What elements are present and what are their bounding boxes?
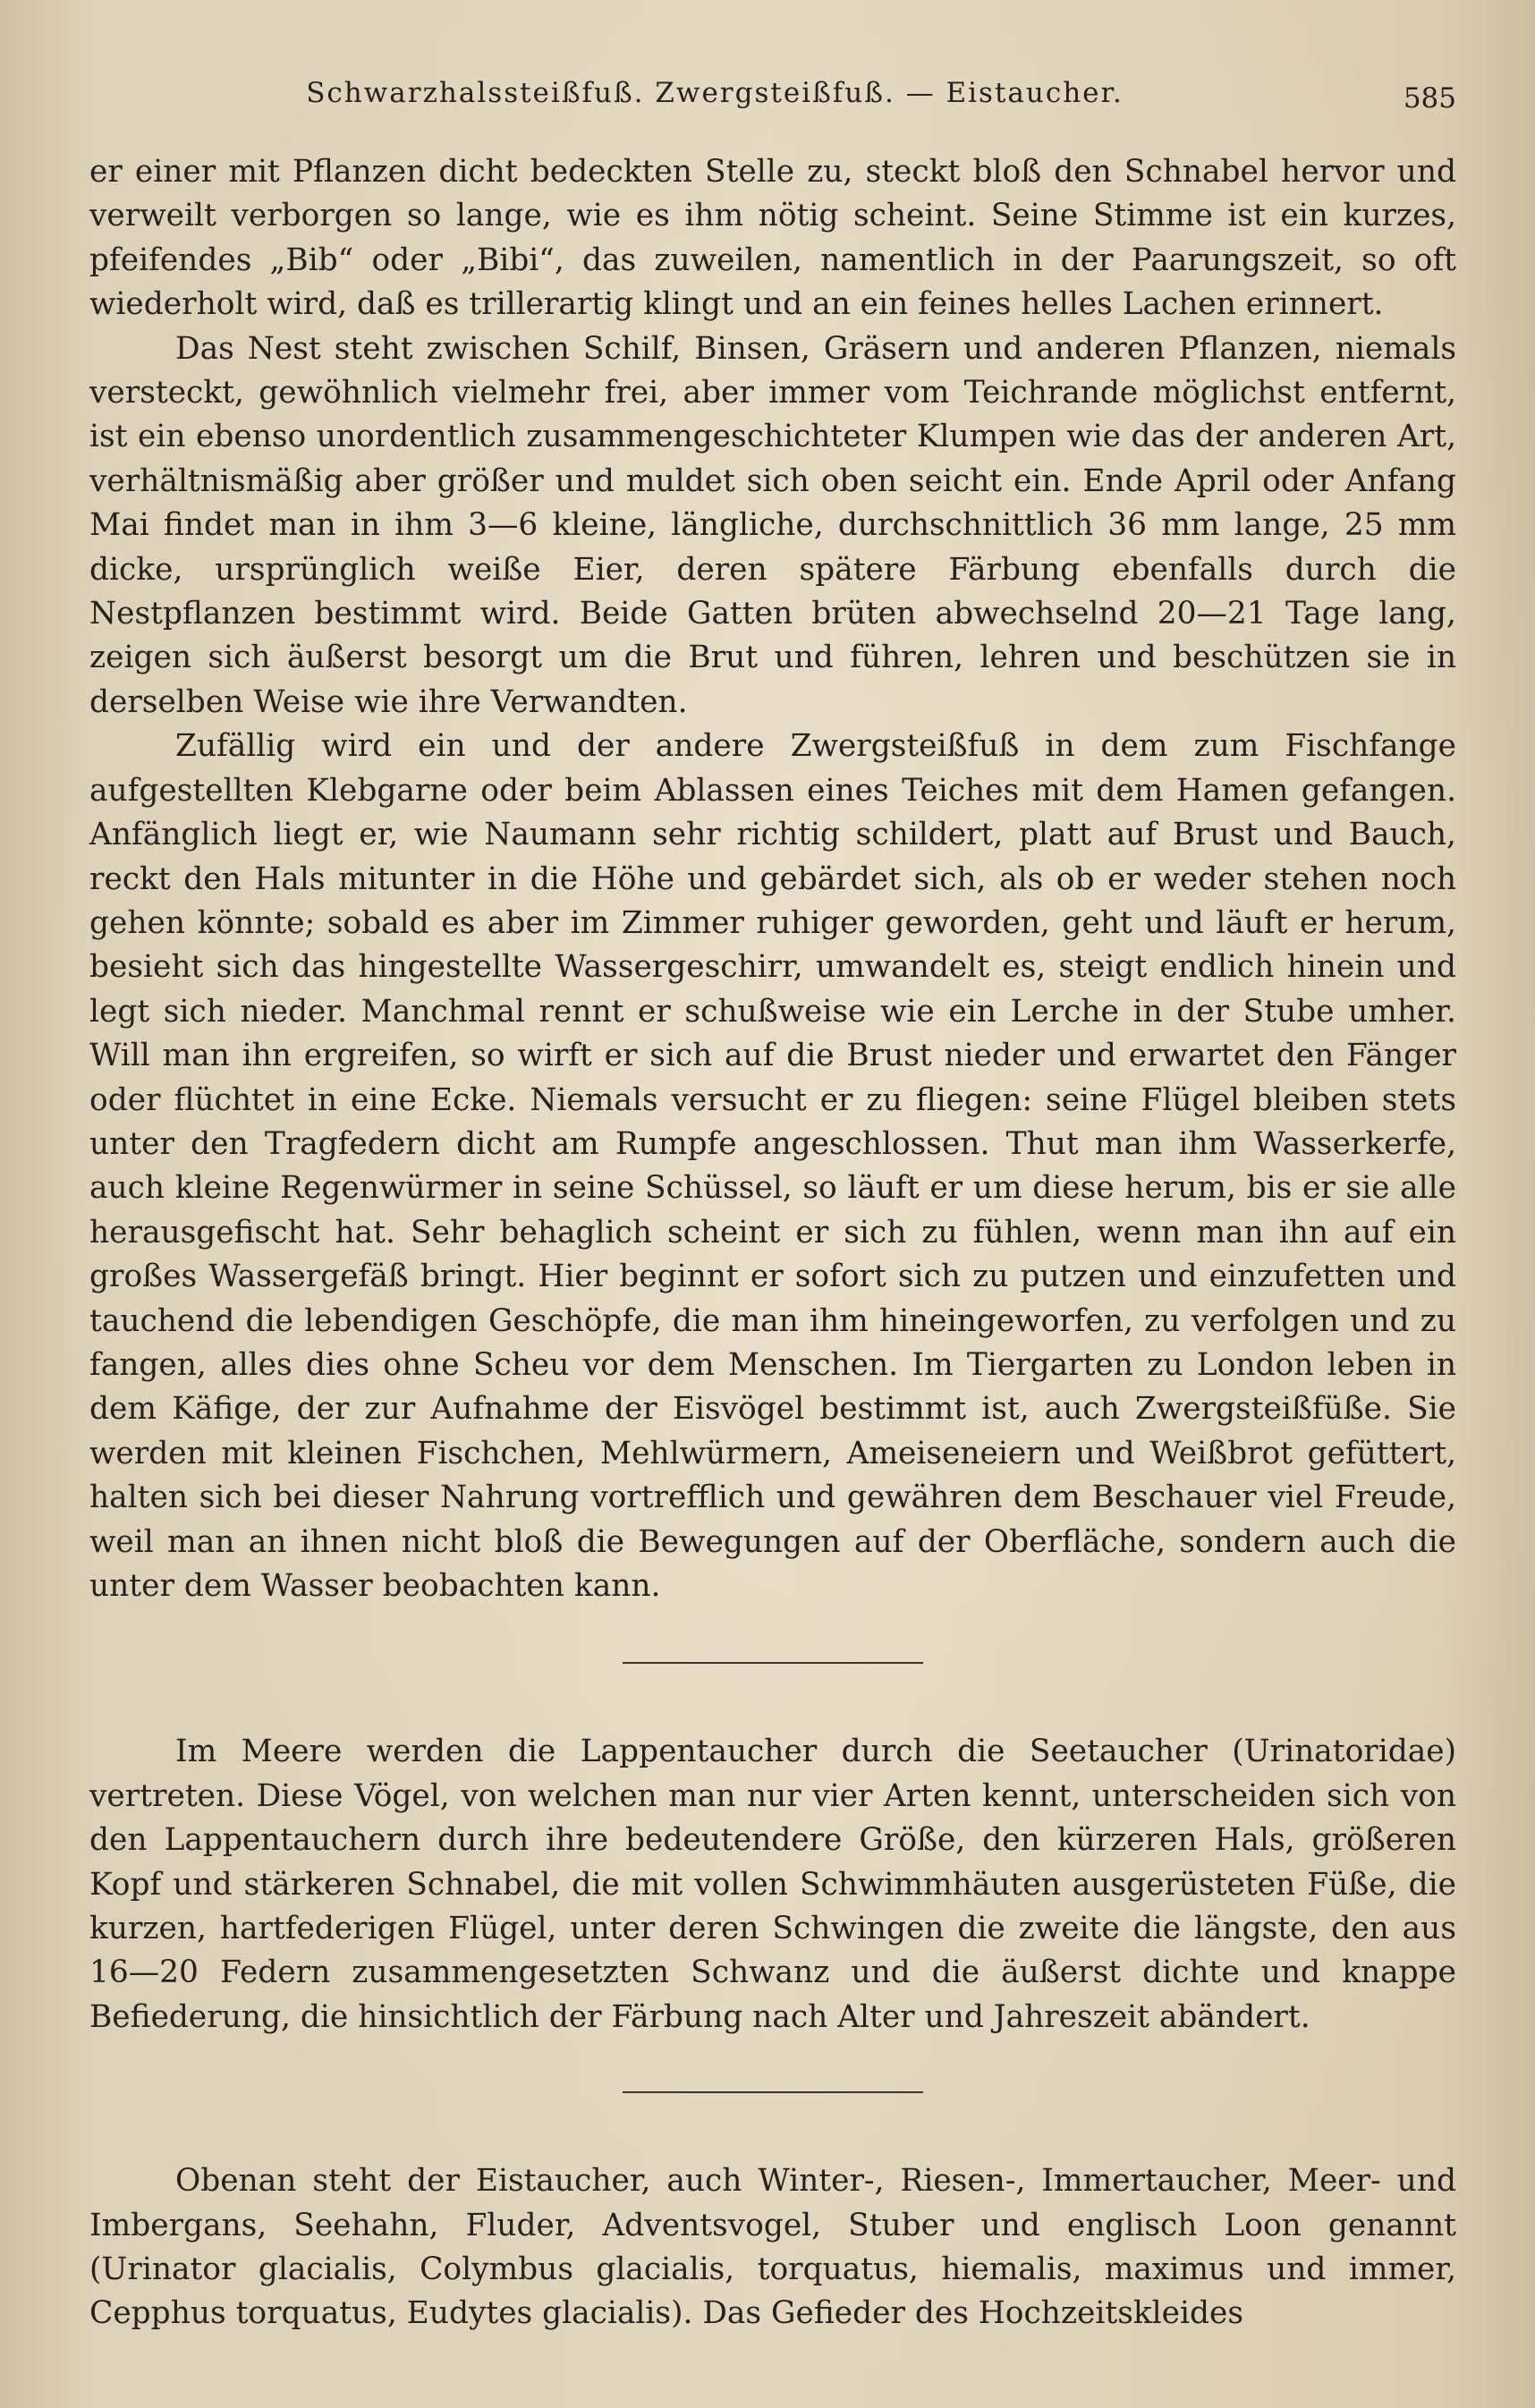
paragraph-eistaucher: Obenan steht der Eistaucher, auch Winter-, Riesen-, Immertaucher, Meer- und Imbergans, Seehahn, Fluder, Adventsvogel, Stuber und englisch Loon genannt (Urinator glacialis, Colymbus glacialis, torquatus, hiemalis, maximus und immer, Cepphus torquatus, Eudytes glacialis). Das Gefieder des Hochzeitskleides	[89, 2163, 1456, 2332]
running-title: Schwarzhalssteißfuß. Zwergsteißfuß. — Eistaucher.	[306, 77, 1124, 109]
section-eistaucher	[89, 2159, 1456, 2336]
running-header	[89, 77, 1456, 123]
paragraph-urinatoridae: Im Meere werden die Lappentaucher durch die Seetaucher (Urinatoridae) vertreten. Diese Vögel, von welchen man nur vier Arten kennt, unterscheiden sich von den Lappentauchern durch ihre bedeutendere Größe, den kürzeren Hals, größeren Kopf und stärkeren Schnabel, die mit vollen Schwimmhäuten ausgerüsteten Füße, die kurzen, hartfederigen Flügel, unter deren Schwingen die zweite die längste, den aus 16—20 Federn zusammengesetzten Schwanz und die äußerst dichte und knappe Befiederung, die hinsichtlich der Färbung nach Alter und Jahreszeit abändert.	[89, 1734, 1456, 2035]
page-number: 585	[1403, 82, 1456, 114]
section-zwergsteissfuss	[89, 150, 1456, 1608]
paragraph-nest: Das Nest steht zwischen Schilf, Binsen, Gräsern und anderen Pflanzen, niemals versteckt, gewöhnlich vielmehr frei, aber immer vom Teichrande möglichst entfernt, ist ein ebenso unordentlich zusammengeschichteter Klumpen wie das der anderen Art, verhältnismäßig aber größer und muldet sich oben seicht ein. Ende April oder Anfang Mai findet man in ihm 3—6 kleine, längliche, durchschnittlich 36 mm lange, 25 mm dicke, ursprünglich weiße Eier, deren spätere Färbung ebenfalls durch die Nestpflanzen bestimmt wird. Beide Gatten brüten abwechselnd 20—21 Tage lang, zeigen sich äußerst besorgt um die Brut und führen, lehren und beschützen sie in derselben Weise wie ihre Verwandten.	[89, 330, 1456, 720]
section-divider	[623, 1662, 923, 1664]
section-seetaucher	[89, 1730, 1456, 2039]
paragraph-captivity: Zufällig wird ein und der andere Zwergsteißfuß in dem zum Fischfange aufgestellten Klebgarne oder beim Ablassen eines Teiches mit dem Hamen gefangen. Anfänglich liegt er, wie Naumann sehr richtig schildert, platt auf Brust und Bauch, reckt den Hals mitunter in die Höhe und gebärdet sich, als ob er weder stehen noch gehen könnte; sobald es aber im Zimmer ruhiger geworden, geht und läuft er herum, besieht sich das hingestellte Wassergeschirr, umwandelt es, steigt endlich hinein und legt sich nieder. Manchmal rennt er schußweise wie ein Lerche in der Stube umher. Will man ihn ergreifen, so wirft er sich auf die Brust nieder und erwartet den Fänger oder flüchtet in eine Ecke. Niemals versucht er zu fliegen: seine Flügel bleiben stets unter den Tragfedern dicht am Rumpfe angeschlossen. Thut man ihm Wasserkerfe, auch kleine Regenwürmer in seine Schüssel, so läuft er um diese herum, bis er sie alle herausgefischt hat. Sehr behaglich scheint er sich zu fühlen, wenn man ihn auf ein großes Wassergefäß bringt. Hier beginnt er sofort sich zu putzen und einzufetten und tauchend die lebendigen Geschöpfe, die man ihm hineingeworfen, zu verfolgen und zu fangen, alles dies ohne Scheu vor dem Menschen. Im Tiergarten zu London leben in dem Käfige, der zur Aufnahme der Eisvögel bestimmt ist, auch Zwergsteißfüße. Sie werden mit kleinen Fischchen, Mehlwürmern, Ameiseneiern und Weißbrot gefüttert, halten sich bei dieser Nahrung vortrefflich und gewähren dem Beschauer viel Freude, weil man an ihnen nicht bloß die Bewegungen auf der Oberfläche, sondern auch die unter dem Wasser beobachten kann.	[89, 728, 1456, 1604]
paragraph-song: er einer mit Pflanzen dicht bedeckten Stelle zu, steckt bloß den Schnabel hervor und verweilt verborgen so lange, wie es ihm nötig scheint. Seine Stimme ist ein kurzes, pfeifendes „Bib“ oder „Bibi“, das zuweilen, namentlich in der Paarungszeit, so oft wiederholt wird, daß es trillerartig klingt und an ein feines helles Lachen erinnert.	[89, 154, 1456, 323]
section-divider	[623, 2091, 923, 2093]
